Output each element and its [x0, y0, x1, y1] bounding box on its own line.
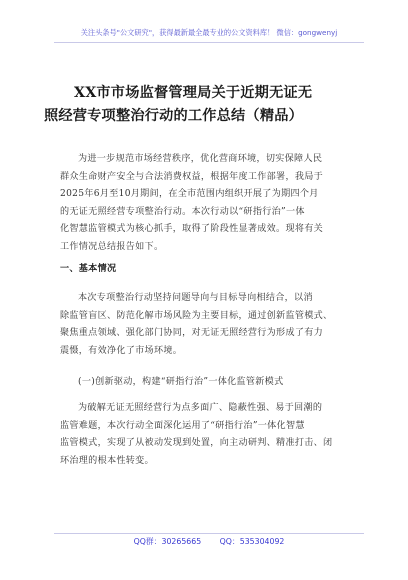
- text-line: 工作情况总结报告如下。: [60, 241, 164, 252]
- title-line-1: XX市市场监督管理局关于近期无证无: [74, 85, 313, 101]
- text-line: 2025年6月至10月期间，在全市范围内组织开展了为期四个月: [60, 189, 319, 200]
- section-heading-1: [60, 260, 356, 278]
- subheading-1: [60, 374, 356, 392]
- paragraph-intro: [60, 151, 356, 257]
- text-line: 震慑，有效净化了市场环境。: [60, 345, 183, 356]
- subheading-text: (一)创新驱动，构建“研指行治”一体化监管新模式: [78, 377, 284, 387]
- text-line: 为破解无证无照经营行为点多面广、隐蔽性强、易于回潮的: [78, 403, 323, 413]
- section-heading-text: 一、基本情况: [60, 263, 117, 274]
- title-line-2: 照经营专项整治行动的工作总结（精品）: [44, 108, 303, 124]
- text-line: 化智慧监管模式为核心抓手，取得了阶段性显著成效。现将有关: [60, 224, 324, 235]
- header-banner: 关注头条号"公文研究"，获得最新最全最专业的公文资料库！ 微信：gongwenyj: [54, 27, 364, 43]
- text-line: 本次专项整治行动坚持问题导向与目标导向相结合，以消: [78, 293, 313, 303]
- text-line: 监管难题，本次行动全面深化运用了“研指行治”一体化智慧: [60, 420, 305, 431]
- text-line: 群众生命财产安全与合法消费权益，根据年度工作部署，我局于: [60, 171, 324, 182]
- footer-qq-group: QQ群：30265665: [133, 537, 202, 546]
- text-line: 环治理的根本性转变。: [60, 455, 154, 466]
- footer-qq: QQ：535304092: [219, 537, 285, 546]
- text-line: 除监管盲区、防范化解市场风险为主要目标，通过创新监管模式、: [60, 310, 333, 321]
- text-line: 聚焦重点领域、强化部门协同，对无证无照经营行为形成了有力: [60, 328, 324, 339]
- text-line: 的无证无照经营专项整治行动。本次行动以“研指行治”一体: [60, 206, 305, 217]
- footer-contact: [54, 535, 364, 549]
- paragraph-innovation: [60, 400, 356, 470]
- document-title: [44, 82, 368, 128]
- paragraph-basic: [60, 290, 356, 360]
- text-line: 为进一步规范市场经营秩序，优化营商环境，切实保障人民: [78, 154, 323, 164]
- text-line: 监管模式，实现了从被动发现到处置，向主动研判、精准打击、闭: [60, 438, 333, 449]
- footer-divider: [54, 533, 364, 534]
